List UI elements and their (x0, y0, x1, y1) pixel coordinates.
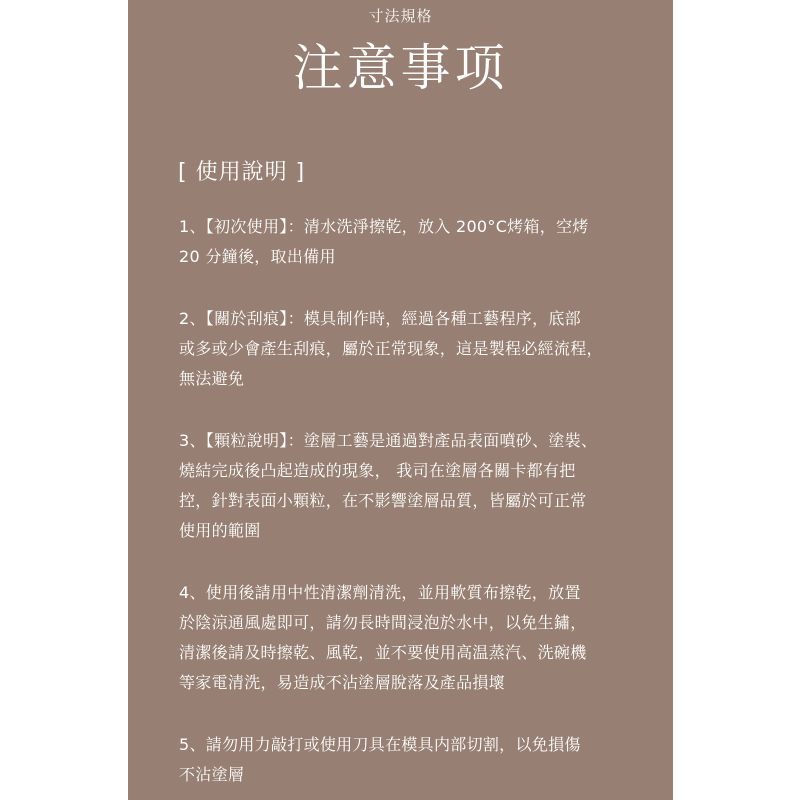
note-line: 20 分鐘後，取出備用 (179, 247, 336, 266)
note-line: 不沾塗層 (179, 765, 245, 784)
note-item-5 (179, 730, 649, 790)
note-item-1 (179, 212, 649, 272)
note-line: 5、請勿用力敲打或使用刀具在模具内部切割，以免損傷 (179, 735, 581, 754)
section-heading: [ 使用說明 ] (178, 160, 306, 185)
note-line: 1、【初次使用】：清水洗淨擦乾，放入 200°C烤箱，空烤 (179, 217, 589, 236)
note-line: 燒結完成後凸起造成的現象， 我司在塗層各關卡都有把 (179, 461, 576, 480)
note-line: 等家電清洗，易造成不沾塗層脫落及產品損壞 (179, 673, 506, 692)
note-line: 或多或少會產生刮痕，屬於正常现象，這是製程必經流程， (179, 339, 603, 358)
note-line: 使用的範圍 (179, 521, 261, 540)
page-title: 注意事项 (292, 39, 509, 97)
note-item-3 (179, 426, 649, 546)
notes-list (179, 212, 649, 800)
note-line: 2、【關於刮痕】：模具制作時，經過各種工藝程序，底部 (179, 309, 581, 328)
note-line: 3、【顆粒說明】：塗層工藝是通過對產品表面噴砂、塗裝、 (179, 431, 598, 450)
note-line: 控，針對表面小顆粒，在不影響塗層品質，皆屬於可正常 (179, 491, 587, 510)
instruction-panel (128, 0, 673, 800)
note-item-4 (179, 578, 649, 698)
subtitle: 寸法規格 (368, 7, 433, 25)
note-item-2 (179, 304, 649, 394)
note-line: 無法避免 (179, 369, 245, 388)
note-line: 清潔後請及時擦乾、風乾，並不要使用高温蒸汽、洗碗機 (179, 643, 587, 662)
note-line: 4、使用後請用中性清潔劑清洗，並用軟質布擦乾，放置 (179, 583, 581, 602)
note-line: 於陰涼通風處即可，請勿長時間浸泡於水中，以免生鏽， (179, 613, 587, 632)
